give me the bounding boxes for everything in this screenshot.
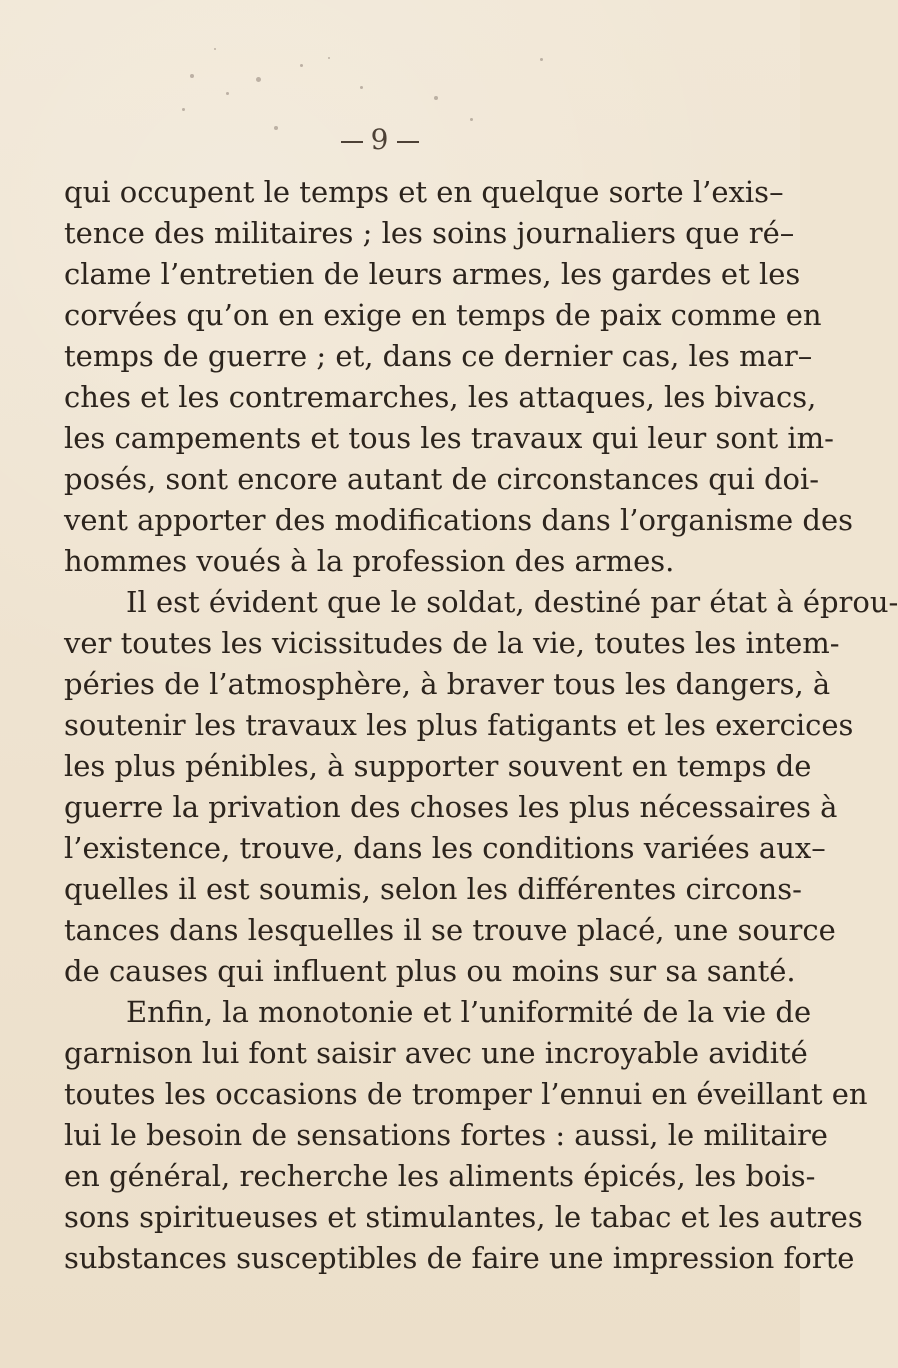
paper-speck: [540, 58, 543, 61]
text-line: toutes les occasions de tromper l’ennui en éveillant en: [64, 1077, 868, 1111]
paper-speck: [470, 118, 473, 121]
text-line: l’existence, trouve, dans les conditions variées aux–: [64, 831, 826, 865]
text-line: les campements et tous les travaux qui leur sont im-: [64, 421, 834, 455]
text-line: qui occupent le temps et en quelque sorte l’exis–: [64, 175, 784, 209]
paper-speck: [226, 92, 229, 95]
text-line: en général, recherche les aliments épicés, les bois-: [64, 1159, 816, 1193]
text-line: ches et les contremarches, les attaques, les bivacs,: [64, 380, 817, 414]
text-line: lui le besoin de sensations fortes : aussi, le militaire: [64, 1118, 828, 1152]
paper-speck: [256, 77, 261, 82]
page-number: 9: [300, 126, 460, 154]
paper-speck: [328, 57, 330, 59]
text-line: posés, sont encore autant de circonstances qui doi-: [64, 462, 820, 496]
text-line: Il est évident que le soldat, destiné par état à éprou-: [126, 585, 898, 619]
paper-speck: [274, 126, 278, 130]
paper-speck: [190, 74, 194, 78]
text-line: ver toutes les vicissitudes de la vie, toutes les intem-: [64, 626, 840, 660]
text-line: substances susceptibles de faire une impression forte: [64, 1241, 855, 1275]
body-text: [64, 172, 898, 1279]
text-line: Enfin, la monotonie et l’uniformité de la vie de: [126, 995, 812, 1029]
paper-speck: [300, 64, 303, 67]
paper-speck: [434, 96, 438, 100]
text-line: guerre la privation des choses les plus nécessaires à: [64, 790, 838, 824]
text-line: temps de guerre ; et, dans ce dernier cas, les mar–: [64, 339, 813, 373]
paper-speck: [360, 86, 363, 89]
text-line: soutenir les travaux les plus fatigants et les exercices: [64, 708, 854, 742]
text-line: tence des militaires ; les soins journaliers que ré–: [64, 216, 795, 250]
paper-speck: [182, 108, 185, 111]
text-line: péries de l’atmosphère, à braver tous les dangers, à: [64, 667, 831, 701]
text-line: vent apporter des modifications dans l’organisme des: [64, 503, 854, 537]
text-line: quelles il est soumis, selon les différentes circons-: [64, 872, 802, 906]
text-line: garnison lui font saisir avec une incroyable avidité: [64, 1036, 808, 1070]
text-line: tances dans lesquelles il se trouve placé, une source: [64, 913, 836, 947]
text-line: de causes qui influent plus ou moins sur sa santé.: [64, 954, 796, 988]
paper-speck: [214, 48, 216, 50]
text-line: hommes voués à la profession des armes.: [64, 544, 675, 578]
text-line: les plus pénibles, à supporter souvent en temps de: [64, 749, 812, 783]
text-line: clame l’entretien de leurs armes, les gardes et les: [64, 257, 801, 291]
text-line: corvées qu’on en exige en temps de paix comme en: [64, 298, 822, 332]
text-line: sons spiritueuses et stimulantes, le tabac et les autres: [64, 1200, 863, 1234]
